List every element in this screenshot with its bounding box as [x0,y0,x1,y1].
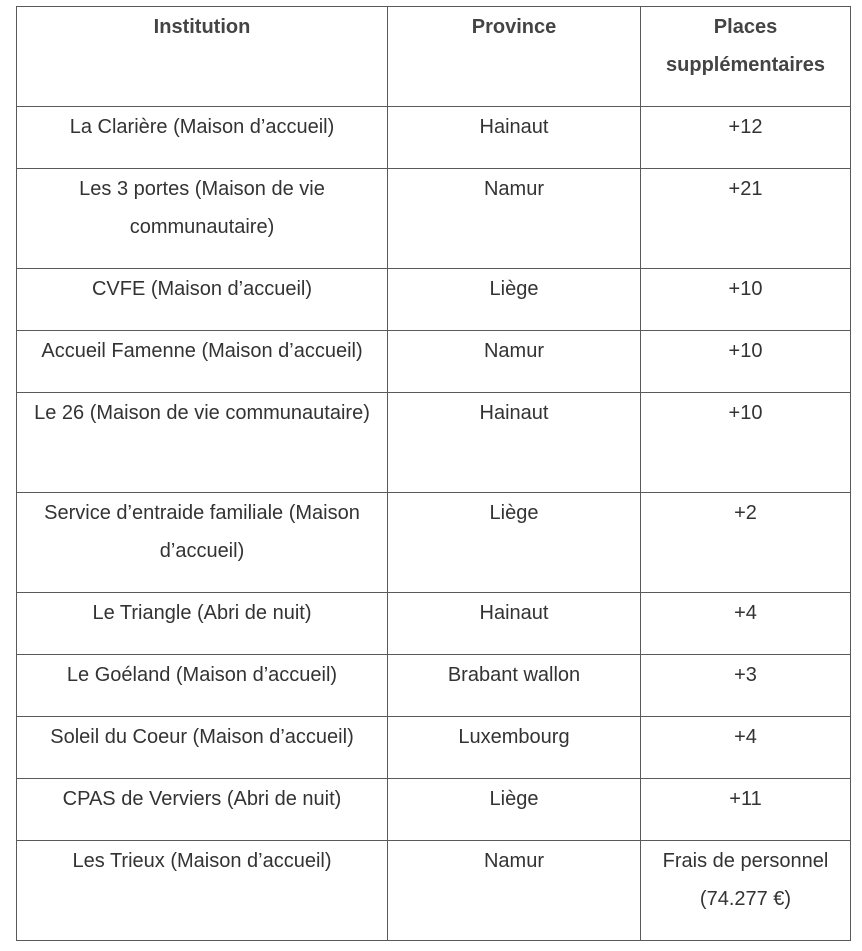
table-row [17,393,851,493]
cell-province: Luxembourg [388,717,641,779]
cell-places: +12 [641,107,851,169]
cell-institution: CPAS de Verviers (Abri de nuit) [17,779,388,841]
cell-province: Brabant wallon [388,655,641,717]
cell-places: +11 [641,779,851,841]
cell-province: Hainaut [388,593,641,655]
cell-places: +10 [641,393,851,493]
cell-province: Namur [388,169,641,269]
cell-province: Liège [388,269,641,331]
table-row [17,107,851,169]
cell-places: Frais de personnel (74.277 €) [641,841,851,941]
table-row [17,717,851,779]
cell-province: Hainaut [388,107,641,169]
institutions-table [16,6,851,941]
cell-institution: Service d’entraide familiale (Maison d’accueil) [17,493,388,593]
table-row [17,841,851,941]
cell-places: +21 [641,169,851,269]
cell-places: +4 [641,717,851,779]
cell-institution: Accueil Famenne (Maison d’accueil) [17,331,388,393]
table-row [17,169,851,269]
table-row [17,269,851,331]
table-row [17,331,851,393]
cell-institution: Le Triangle (Abri de nuit) [17,593,388,655]
cell-province: Liège [388,493,641,593]
cell-province: Liège [388,779,641,841]
header-institution: Institution [17,7,388,107]
cell-places: +2 [641,493,851,593]
cell-places: +3 [641,655,851,717]
cell-province: Namur [388,331,641,393]
cell-places: +10 [641,331,851,393]
cell-institution: La Clarière (Maison d’accueil) [17,107,388,169]
header-places: Places supplémentaires [641,7,851,107]
cell-institution: CVFE (Maison d’accueil) [17,269,388,331]
table-row [17,779,851,841]
cell-institution: Le 26 (Maison de vie communautaire) [17,393,388,493]
cell-province: Namur [388,841,641,941]
header-province: Province [388,7,641,107]
cell-institution: Soleil du Coeur (Maison d’accueil) [17,717,388,779]
cell-institution: Les Trieux (Maison d’accueil) [17,841,388,941]
table-header-row [17,7,851,107]
cell-places: +10 [641,269,851,331]
table-row [17,593,851,655]
institutions-table-container [16,6,851,941]
cell-institution: Les 3 portes (Maison de vie communautaire) [17,169,388,269]
cell-institution: Le Goéland (Maison d’accueil) [17,655,388,717]
cell-province: Hainaut [388,393,641,493]
table-row [17,655,851,717]
cell-places: +4 [641,593,851,655]
table-row [17,493,851,593]
